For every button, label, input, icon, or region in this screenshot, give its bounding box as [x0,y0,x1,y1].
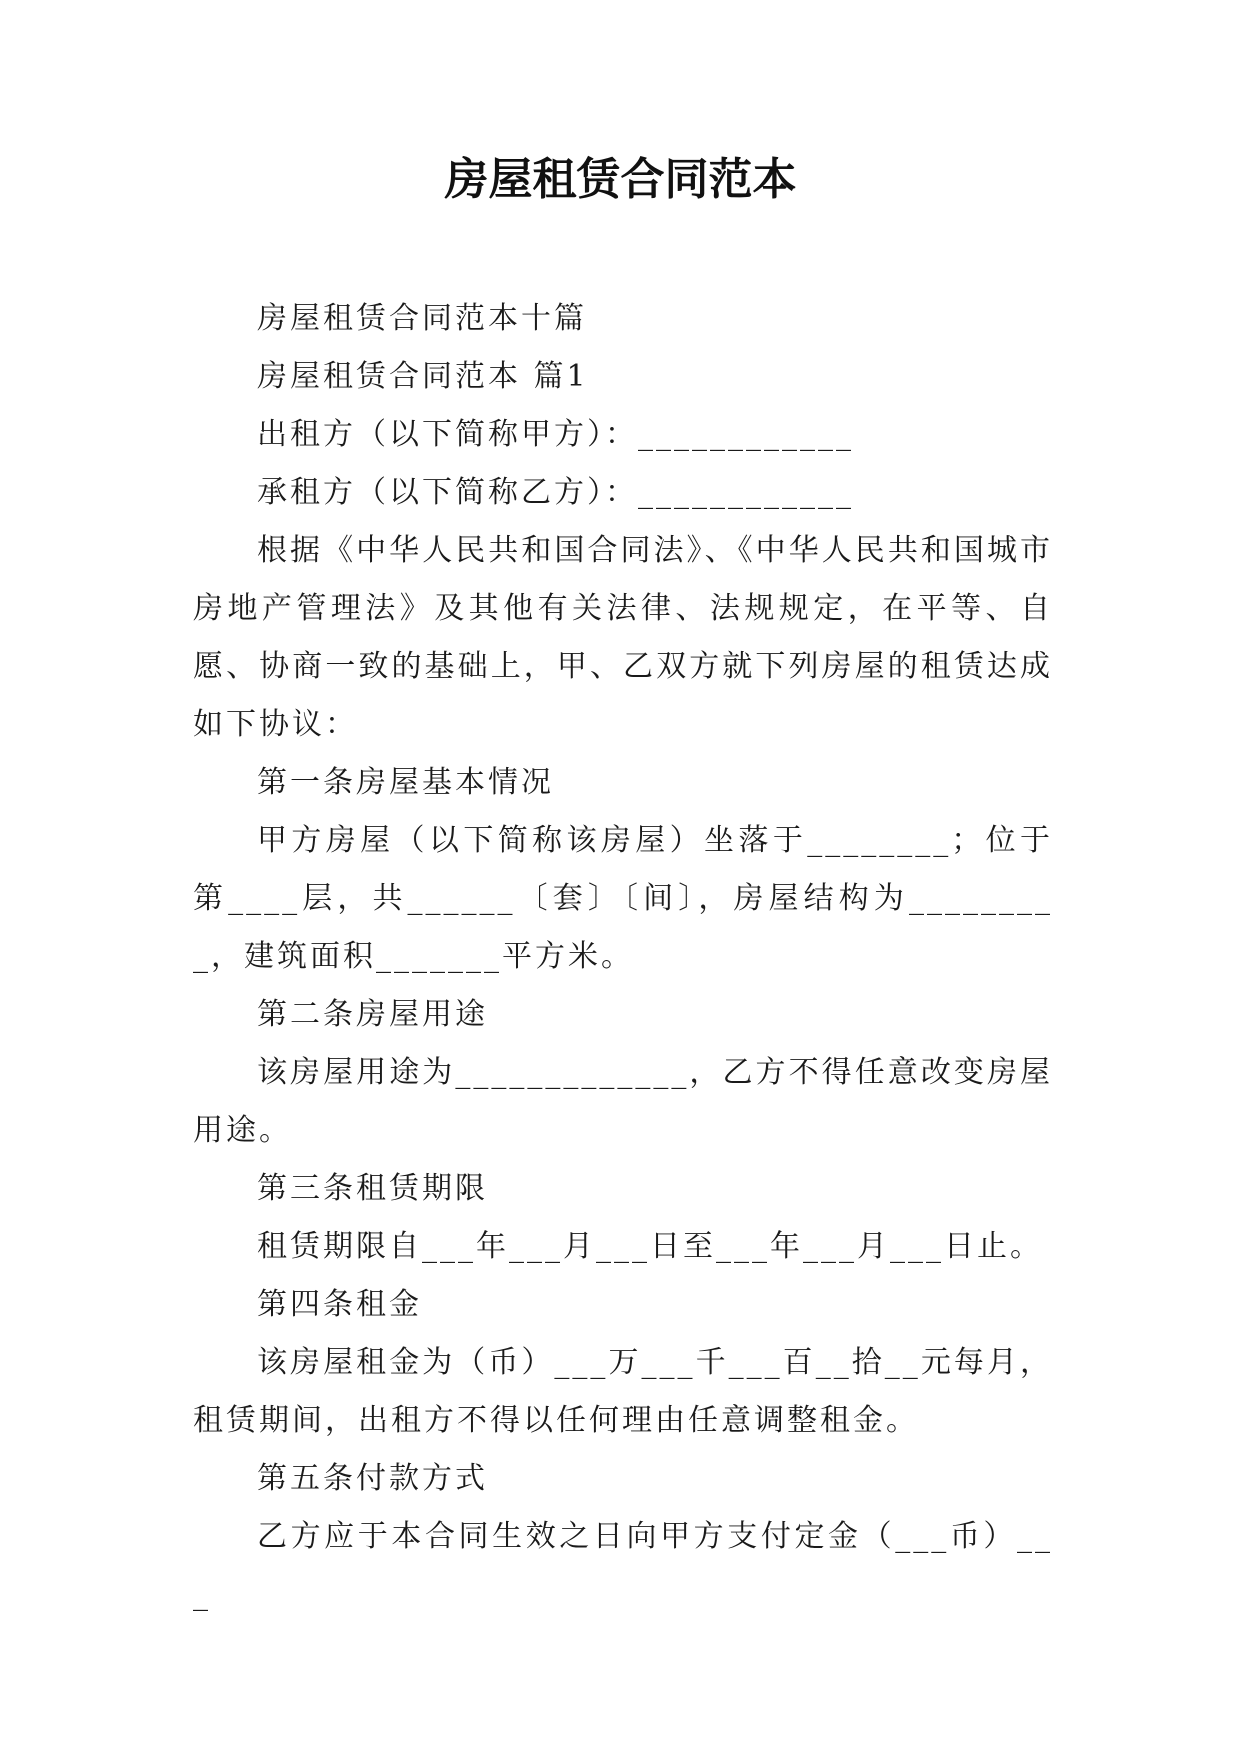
article-1-heading: 第一条房屋基本情况 [257,765,554,800]
article-2-body: 该房屋用途为_____________，乙方不得任意改变房屋用途。 [193,1055,1053,1148]
article-2-heading: 第二条房屋用途 [257,997,488,1032]
article-5-body: 乙方应于本合同生效之日向甲方支付定金（___币）___ [193,1519,1053,1612]
article-5-heading: 第五条付款方式 [257,1461,488,1496]
article-3-heading: 第三条租赁期限 [257,1171,488,1206]
paragraph-collection-title: 房屋租赁合同范本十篇 [257,301,587,336]
article-3-body: 租赁期限自___年___月___日至___年___月___日止。 [257,1229,1043,1264]
document-body [193,290,1053,1624]
article-4-heading: 第四条租金 [257,1287,422,1322]
article-1-body: 甲方房屋（以下简称该房屋）坐落于________；位于第____层，共______〔套〕〔间〕，房屋结构为_________，建筑面积_______平方米。 [193,823,1053,974]
document-title: 房屋租赁合同范本 [444,154,797,205]
article-4-body: 该房屋租金为（币）___万___千___百__拾__元每月，租赁期间，出租方不得以任何理由任意调整租金。 [193,1345,1053,1438]
paragraph-lessor: 出租方（以下简称甲方）：____________ [257,417,854,452]
paragraph-lessee: 承租方（以下简称乙方）：____________ [257,475,854,510]
paragraph-section-heading: 房屋租赁合同范本 篇1 [257,359,589,394]
paragraph-preamble: 根据《中华人民共和国合同法》、《中华人民共和国城市房地产管理法》及其他有关法律、法规规定，在平等、自愿、协商一致的基础上，甲、乙双方就下列房屋的租赁达成如下协议： [193,533,1053,742]
